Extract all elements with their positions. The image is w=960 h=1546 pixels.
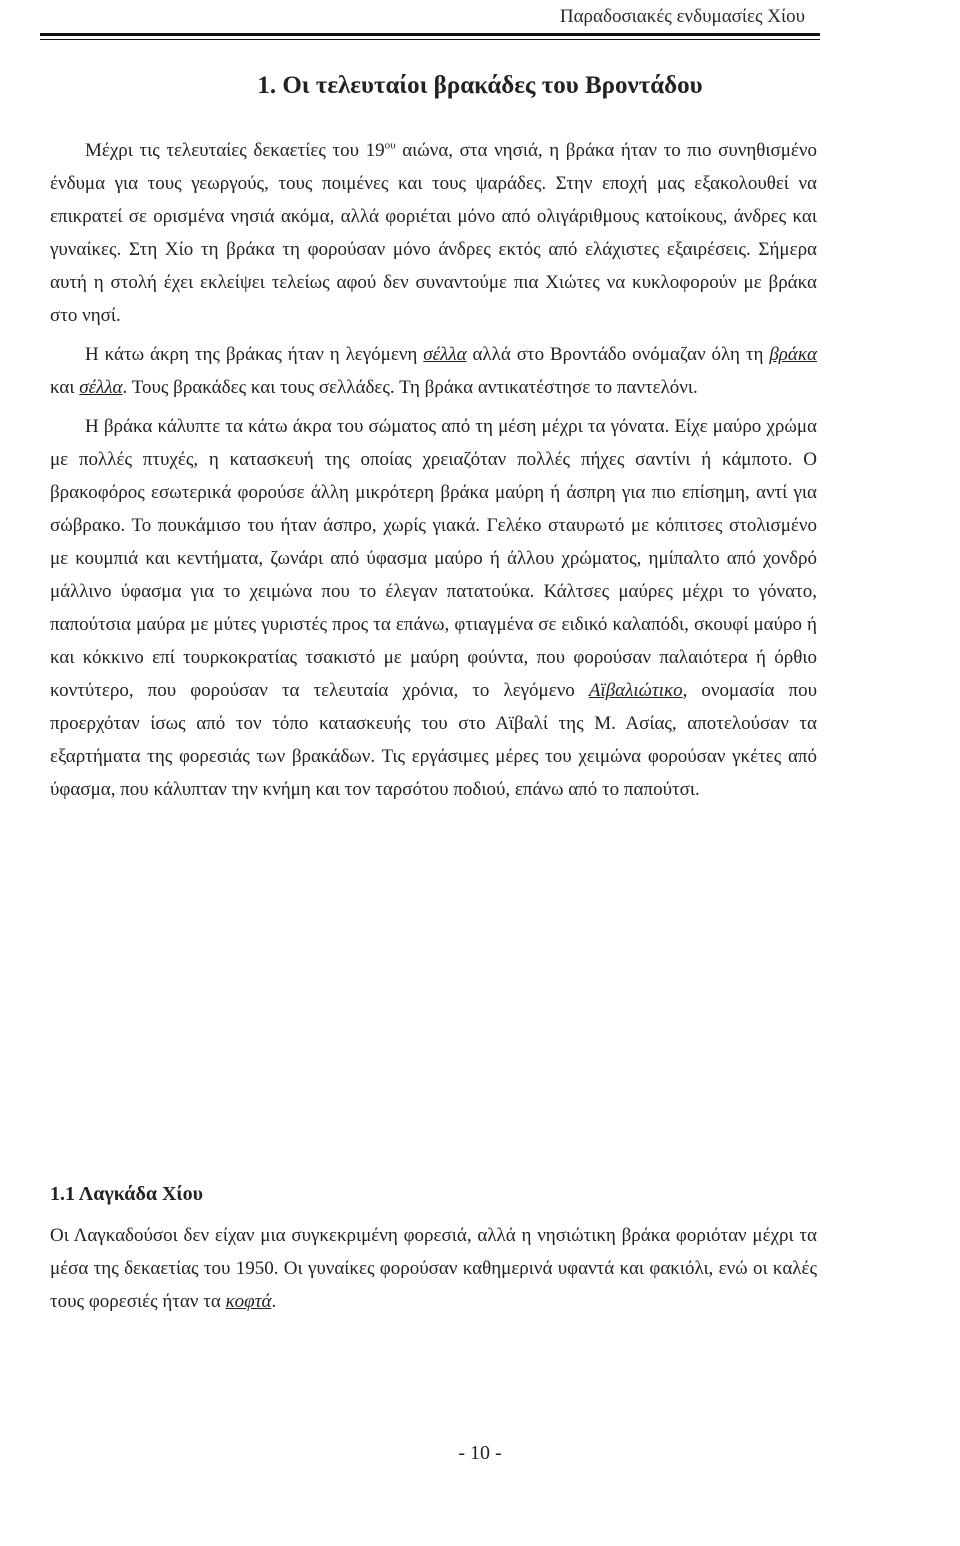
header-rule-thin — [40, 39, 820, 40]
section-paragraph — [50, 1219, 817, 1318]
term-kofta: κοφτά — [225, 1291, 272, 1312]
paragraph-3 — [50, 410, 817, 806]
text-run: Η βράκα κάλυπτε τα κάτω άκρα του σώματος από τη μέση μέχρι τα γόνατα. Είχε μαύρο χρώμα με πολλές πτυχές, η κατασκευή της οποίας χρειαζόταν πολλές πήχες σαντίνι ή κάμποτο. Ο βρακοφόρος εσωτερικά φορούσε άλλη μικρότερη βράκα μαύρη ή άσπρη για πιο επίσημη, αντί για σώβρακο. Το πουκάμισο του ήταν άσπρο, χωρίς γιακά. Γελέκο σταυρωτό με κόπιτσες στολισμένο με κουμπιά και κεντήματα, ζωνάρι από ύφασμα μαύρο ή άλλου χρώματος, ημίπαλτο από χονδρό μάλλινο ύφασμα για το χειμώνα που το έλεγαν πατατούκα. Κάλτσες μαύρες μέχρι το γόνατο, παπούτσια μαύρα με μύτες γυριστές προς τα επάνω, φτιαγμένα σε ειδικό καλαπόδι, σκουφί μαύρο ή και κόκκινο επί τουρκοκρατίας τσακιστό με μαύρη φούντα, που φορούσαν παλαιότερα ή όρθιο κοντύτερο, που φορούσαν τα τελευταία χρόνια, το λεγόμενο — [50, 416, 817, 701]
paragraph-1 — [50, 134, 817, 332]
text-run: . — [271, 1291, 277, 1312]
page-number: - 10 - — [458, 1442, 502, 1464]
main-body — [50, 134, 817, 806]
term-sella: σέλλα — [423, 344, 467, 365]
term-aivaliotiko: Αϊβαλιώτικο — [588, 680, 683, 701]
chapter-title: 1. Οι τελευταίοι βρακάδες του Βροντάδου — [257, 72, 703, 99]
text-run: αλλά στο Βροντάδο ονόμαζαν όλη τη — [466, 344, 770, 365]
term-sella: σέλλα — [79, 377, 123, 398]
paragraph-2 — [50, 338, 817, 404]
section-body — [50, 1219, 817, 1318]
section-title: 1.1 Λαγκάδα Χίου — [50, 1183, 204, 1205]
text-run: Μέχρι τις τελευταίες δεκαετίες του 19 — [85, 140, 385, 161]
text-run: και — [50, 377, 80, 398]
ordinal-superscript: ου — [384, 139, 396, 152]
running-header: Παραδοσιακές ενδυμασίες Χίου — [559, 6, 805, 27]
text-run: αιώνα, στα νησιά, η βράκα ήταν το πιο συνηθισμένο ένδυμα για τους γεωργούς, τους ποιμένες και τους ψαράδες. Στην εποχή μας εξακολουθεί να επικρατεί σε ορισμένα νησιά ακόμα, αλλά φοριέται μόνο από ολιγάριθμους κατοίκους, άνδρες και γυναίκες. Στη Χίο τη βράκα τη φορούσαν μόνο άνδρες εκτός από ελάχιστες εξαιρέσεις. Σήμερα αυτή η στολή έχει εκλείψει τελείως αφού δεν συναντούμε πια Χιώτες να κυκλοφορούν με βράκα στο νησί. — [50, 140, 817, 326]
text-run: , ονομασία που προερχόταν ίσως από τον τόπο κατασκευής του στο Αϊβαλί της Μ. Ασίας, αποτελούσαν τα εξαρτήματα της φορεσιάς των βρακάδων. Τις εργάσιμες μέρες του χειμώνα φορούσαν γκέτες από ύφασμα, που κάλυπταν την κνήμη και τον ταρσότου ποδιού, επάνω από το παπούτσι. — [50, 680, 817, 800]
header-rule-thick — [40, 33, 820, 36]
term-vraka: βράκα — [769, 344, 817, 365]
text-run: Η κάτω άκρη της βράκας ήταν η λεγόμενη — [85, 344, 424, 365]
text-run: Οι Λαγκαδούσοι δεν είχαν μια συγκεκριμένη φορεσιά, αλλά η νησιώτικη βράκα φοριόταν μέχρι τα μέσα της δεκαετίας του 1950. Οι γυναίκες φορούσαν καθημερινά υφαντά και φακιόλι, ενώ οι καλές τους φορεσιές ήταν τα — [50, 1225, 817, 1312]
text-run: . Τους βρακάδες και τους σελλάδες. Τη βράκα αντικατέστησε το παντελόνι. — [122, 377, 698, 398]
